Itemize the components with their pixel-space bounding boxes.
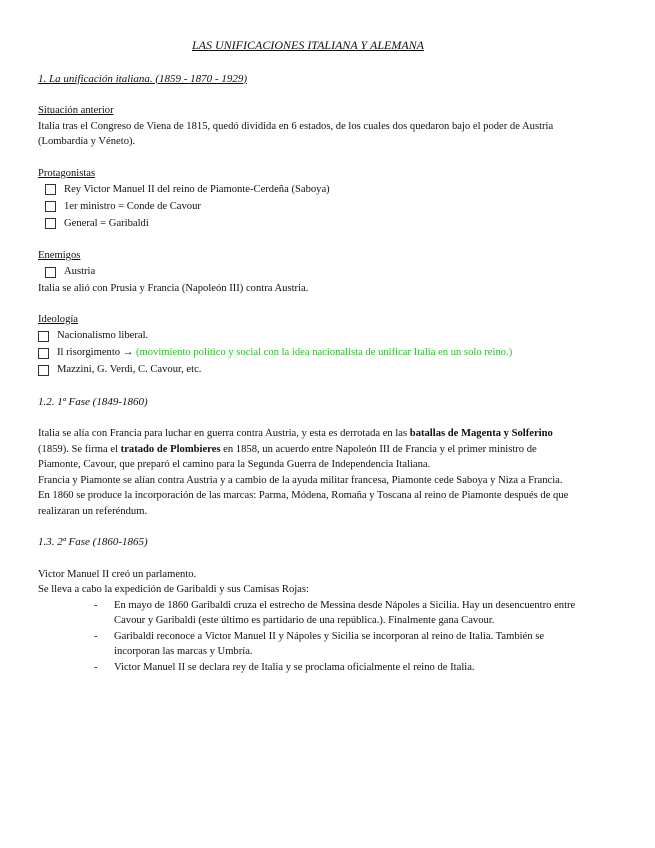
ideologia-item [38,345,578,362]
fase1-paragraph [38,426,578,473]
ideologia-label: Ideología [38,314,79,325]
ideologia-text: Nacionalismo liberal. [57,330,149,342]
document-title: LAS UNIFICACIONES ITALIANA Y ALEMANA [191,38,424,52]
section-heading-fase1: 1.2. 1ª Fase (1849-1860) [38,395,148,408]
enemigos-section [38,248,578,296]
text-run: Italia se alía con Francia para luchar en guerra contra Austria, y esta es derrotada en las [38,428,410,439]
list-item [38,598,578,629]
list-item [38,629,578,660]
checkbox-icon[interactable] [45,267,56,278]
checkbox-icon[interactable] [45,184,56,195]
fase1-paragraph: Francia y Piamonte se alían contra Austria y a cambio de la ayuda militar francesa, Piamonte cede Saboya y Niza a Francia. [38,474,563,486]
enemigo-item [38,264,578,281]
protagonistas-section [38,166,578,233]
fase2-paragraph: Se lleva a cabo la expedición de Garibaldi y sus Camisas Rojas: [38,584,309,595]
checkbox-icon[interactable] [45,201,56,212]
section-heading-fase2: 1.3. 2ª Fase (1860-1865) [38,536,148,548]
bold-text-magenta-solferino: batallas de Magenta y Solferino [409,428,553,439]
protagonista-text: 1er ministro = Conde de Cavour [64,200,201,212]
protagonista-text: Rey Victor Manuel II del reino de Piamonte-Cerdeña (Saboya) [64,183,330,195]
fase1-paragraph: En 1860 se produce la incorporación de las marcas: Parma, Módena, Romaña y Toscana al reino de Piamonte después de que realizaran un referéndum. [38,490,569,517]
protagonistas-label: Protagonistas [38,167,96,179]
ideologia-item [38,328,578,345]
checkbox-icon[interactable] [45,218,56,229]
ideologia-text: Il risorgimento → [57,347,134,359]
dash-bullet: - [94,661,98,673]
fase2-bullet-list [38,598,578,676]
list-item [38,660,578,676]
fase2-body [38,567,578,676]
checkbox-icon[interactable] [38,331,49,342]
enemigos-text: Italia se alió con Prusia y Francia (Napoleón III) contra Austria. [38,282,309,294]
section-heading-unificacion-italiana: 1. La unificación italiana. (1859 - 1870 - 1929) [38,72,247,85]
text-run: (1859). Se firma el [38,443,121,455]
situacion-anterior-label: Situación anterior [38,105,114,116]
protagonista-item [38,181,578,198]
situacion-anterior-text: Italia tras el Congreso de Viena de 1815, quedó dividida en 6 estados, de los cuales dos quedaron bajo el poder de Austria (Lombardía y Véneto). [38,120,554,147]
checkbox-icon[interactable] [38,348,49,359]
protagonista-item [38,198,578,215]
risorgimento-note: (movimiento político y social con la idea nacionalista de unificar Italia en un solo reino.) [135,347,513,359]
situacion-anterior-section [38,103,578,150]
fase2-paragraph: Victor Manuel II creó un parlamento. [38,568,197,580]
document-page [38,38,578,675]
bullet-text: Garibaldi reconoce a Victor Manuel II y Nápoles y Sicilia se incorporan al reino de Italia. También se incorporan las marcas y Umbría. [114,630,545,657]
dash-bullet: - [94,630,98,642]
ideologia-item [38,362,578,379]
dash-bullet: - [94,599,98,611]
checkbox-icon[interactable] [38,365,49,376]
enemigo-text: Austria [64,266,96,278]
bullet-text: En mayo de 1860 Garibaldi cruza el estrecho de Messina desde Nápoles a Sicilia. Hay un desencuentro entre Cavour y Garibaldi (este último es partidario de una república.). Finalmente gana Cavour. [114,599,576,626]
enemigos-label: Enemigos [38,250,81,261]
fase1-body [38,426,578,519]
text-run: en 1858, un acuerdo entre Napoleón III de Francia y el primer ministro de Piamonte, Cavour, que preparó el camino para la Segunda Guerra de Independencia Italiana. [38,443,537,470]
ideologia-section [38,312,578,379]
protagonista-text: General = Garibaldi [64,217,149,229]
bold-text-plombieres: tratado de Plombieres [120,443,221,455]
protagonista-item [38,215,578,232]
bullet-text: Victor Manuel II se declara rey de Italia y se proclama oficialmente el reino de Italia. [114,661,475,673]
ideologia-text: Mazzini, G. Verdi, C. Cavour, etc. [57,364,202,376]
